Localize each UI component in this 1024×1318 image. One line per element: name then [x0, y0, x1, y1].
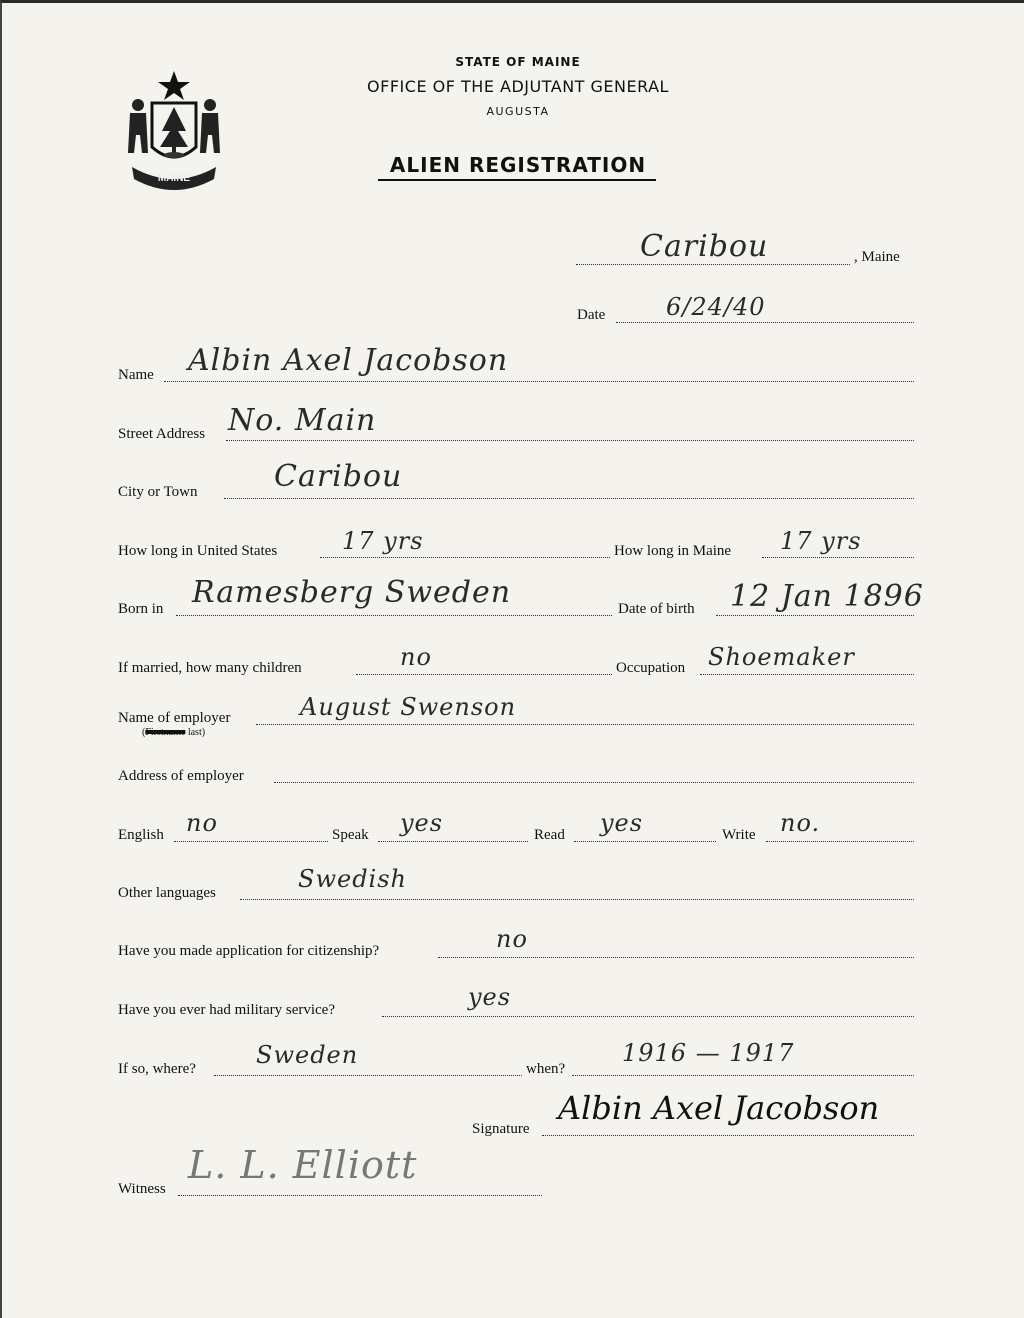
- us-time-value[interactable]: 17 yrs: [342, 527, 424, 555]
- speak-line: [378, 841, 528, 842]
- dob-line: [716, 615, 914, 616]
- when-label: when?: [526, 1061, 566, 1077]
- header-state: STATE OF MAINE: [455, 55, 581, 69]
- witness-label: Witness: [118, 1181, 166, 1197]
- maine-time-line: [762, 557, 914, 558]
- us-time-label: How long in United States: [118, 543, 278, 559]
- place-suffix: , Maine: [854, 249, 900, 265]
- signature-line: [542, 1135, 914, 1136]
- languages-value[interactable]: Swedish: [298, 865, 407, 893]
- header-office: OFFICE OF THE ADJUTANT GENERAL: [367, 77, 669, 96]
- maine-time-label: How long in Maine: [614, 543, 732, 559]
- us-time-line: [320, 557, 610, 558]
- employer-line: [256, 724, 914, 725]
- citizenship-line: [438, 957, 914, 958]
- occupation-line: [700, 674, 914, 675]
- place-value[interactable]: Caribou: [640, 229, 769, 264]
- citizenship-value[interactable]: no: [496, 925, 528, 953]
- languages-line: [240, 899, 914, 900]
- dob-value[interactable]: 12 Jan 1896: [730, 579, 924, 614]
- date-value[interactable]: 6/24/40: [666, 293, 766, 321]
- street-label: Street Address: [118, 426, 206, 442]
- read-line: [574, 841, 716, 842]
- children-value[interactable]: no: [400, 643, 432, 671]
- military-value[interactable]: yes: [468, 983, 512, 1011]
- citizenship-label: Have you made application for citizenship?: [118, 943, 380, 959]
- employer-sublabel-last: last): [187, 727, 206, 738]
- signature-label: Signature: [472, 1121, 530, 1137]
- header-city: AUGUSTA: [486, 105, 550, 118]
- svg-text:MAINE: MAINE: [157, 173, 191, 184]
- languages-label: Other languages: [118, 885, 216, 901]
- born-label: Born in: [118, 601, 164, 617]
- write-label: Write: [722, 827, 756, 843]
- children-label: If married, how many children: [118, 660, 302, 676]
- signature-value[interactable]: Albin Axel Jacobson: [558, 1089, 880, 1127]
- employer-sublabel: [142, 727, 205, 738]
- city-label: City or Town: [118, 484, 198, 500]
- speak-value[interactable]: yes: [400, 809, 444, 837]
- name-value[interactable]: Albin Axel Jacobson: [188, 343, 509, 378]
- employer-value[interactable]: August Swenson: [300, 693, 517, 721]
- write-line: [766, 841, 914, 842]
- city-line: [224, 498, 914, 499]
- form-title: ALIEN REGISTRATION: [389, 153, 647, 177]
- english-line: [174, 841, 328, 842]
- city-value[interactable]: Caribou: [274, 459, 403, 494]
- occupation-label: Occupation: [616, 660, 686, 676]
- english-label: English: [118, 827, 164, 843]
- english-value[interactable]: no: [186, 809, 218, 837]
- street-value[interactable]: No. Main: [228, 403, 377, 438]
- when-line: [572, 1075, 914, 1076]
- name-label: Name: [118, 367, 154, 383]
- write-value[interactable]: no.: [780, 809, 821, 837]
- employer-address-label: Address of employer: [118, 768, 244, 784]
- born-line: [176, 615, 612, 616]
- date-line: [616, 322, 914, 323]
- witness-value[interactable]: L. L. Elliott: [188, 1143, 418, 1187]
- where-value[interactable]: Sweden: [256, 1041, 359, 1069]
- employer-address-line: [274, 782, 914, 783]
- title-underline: [378, 179, 656, 181]
- military-label: Have you ever had military service?: [118, 1002, 335, 1018]
- dob-label: Date of birth: [618, 601, 695, 617]
- occupation-value[interactable]: Shoemaker: [708, 643, 855, 671]
- witness-line: [178, 1195, 542, 1196]
- where-label: If so, where?: [118, 1061, 196, 1077]
- read-value[interactable]: yes: [600, 809, 644, 837]
- name-line: [164, 381, 914, 382]
- born-value[interactable]: Ramesberg Sweden: [192, 575, 512, 610]
- employer-sublabel-struck: Firstname: [145, 727, 186, 738]
- read-label: Read: [534, 827, 565, 843]
- when-value[interactable]: 1916 — 1917: [622, 1039, 795, 1067]
- date-label: Date: [577, 307, 606, 323]
- speak-label: Speak: [332, 827, 369, 843]
- employer-sublabel-paren: (: [142, 727, 146, 738]
- military-line: [382, 1016, 914, 1017]
- maine-time-value[interactable]: 17 yrs: [780, 527, 862, 555]
- children-line: [356, 674, 612, 675]
- place-line: [576, 264, 850, 265]
- employer-label: Name of employer: [118, 710, 231, 726]
- where-line: [214, 1075, 522, 1076]
- street-line: [226, 440, 914, 441]
